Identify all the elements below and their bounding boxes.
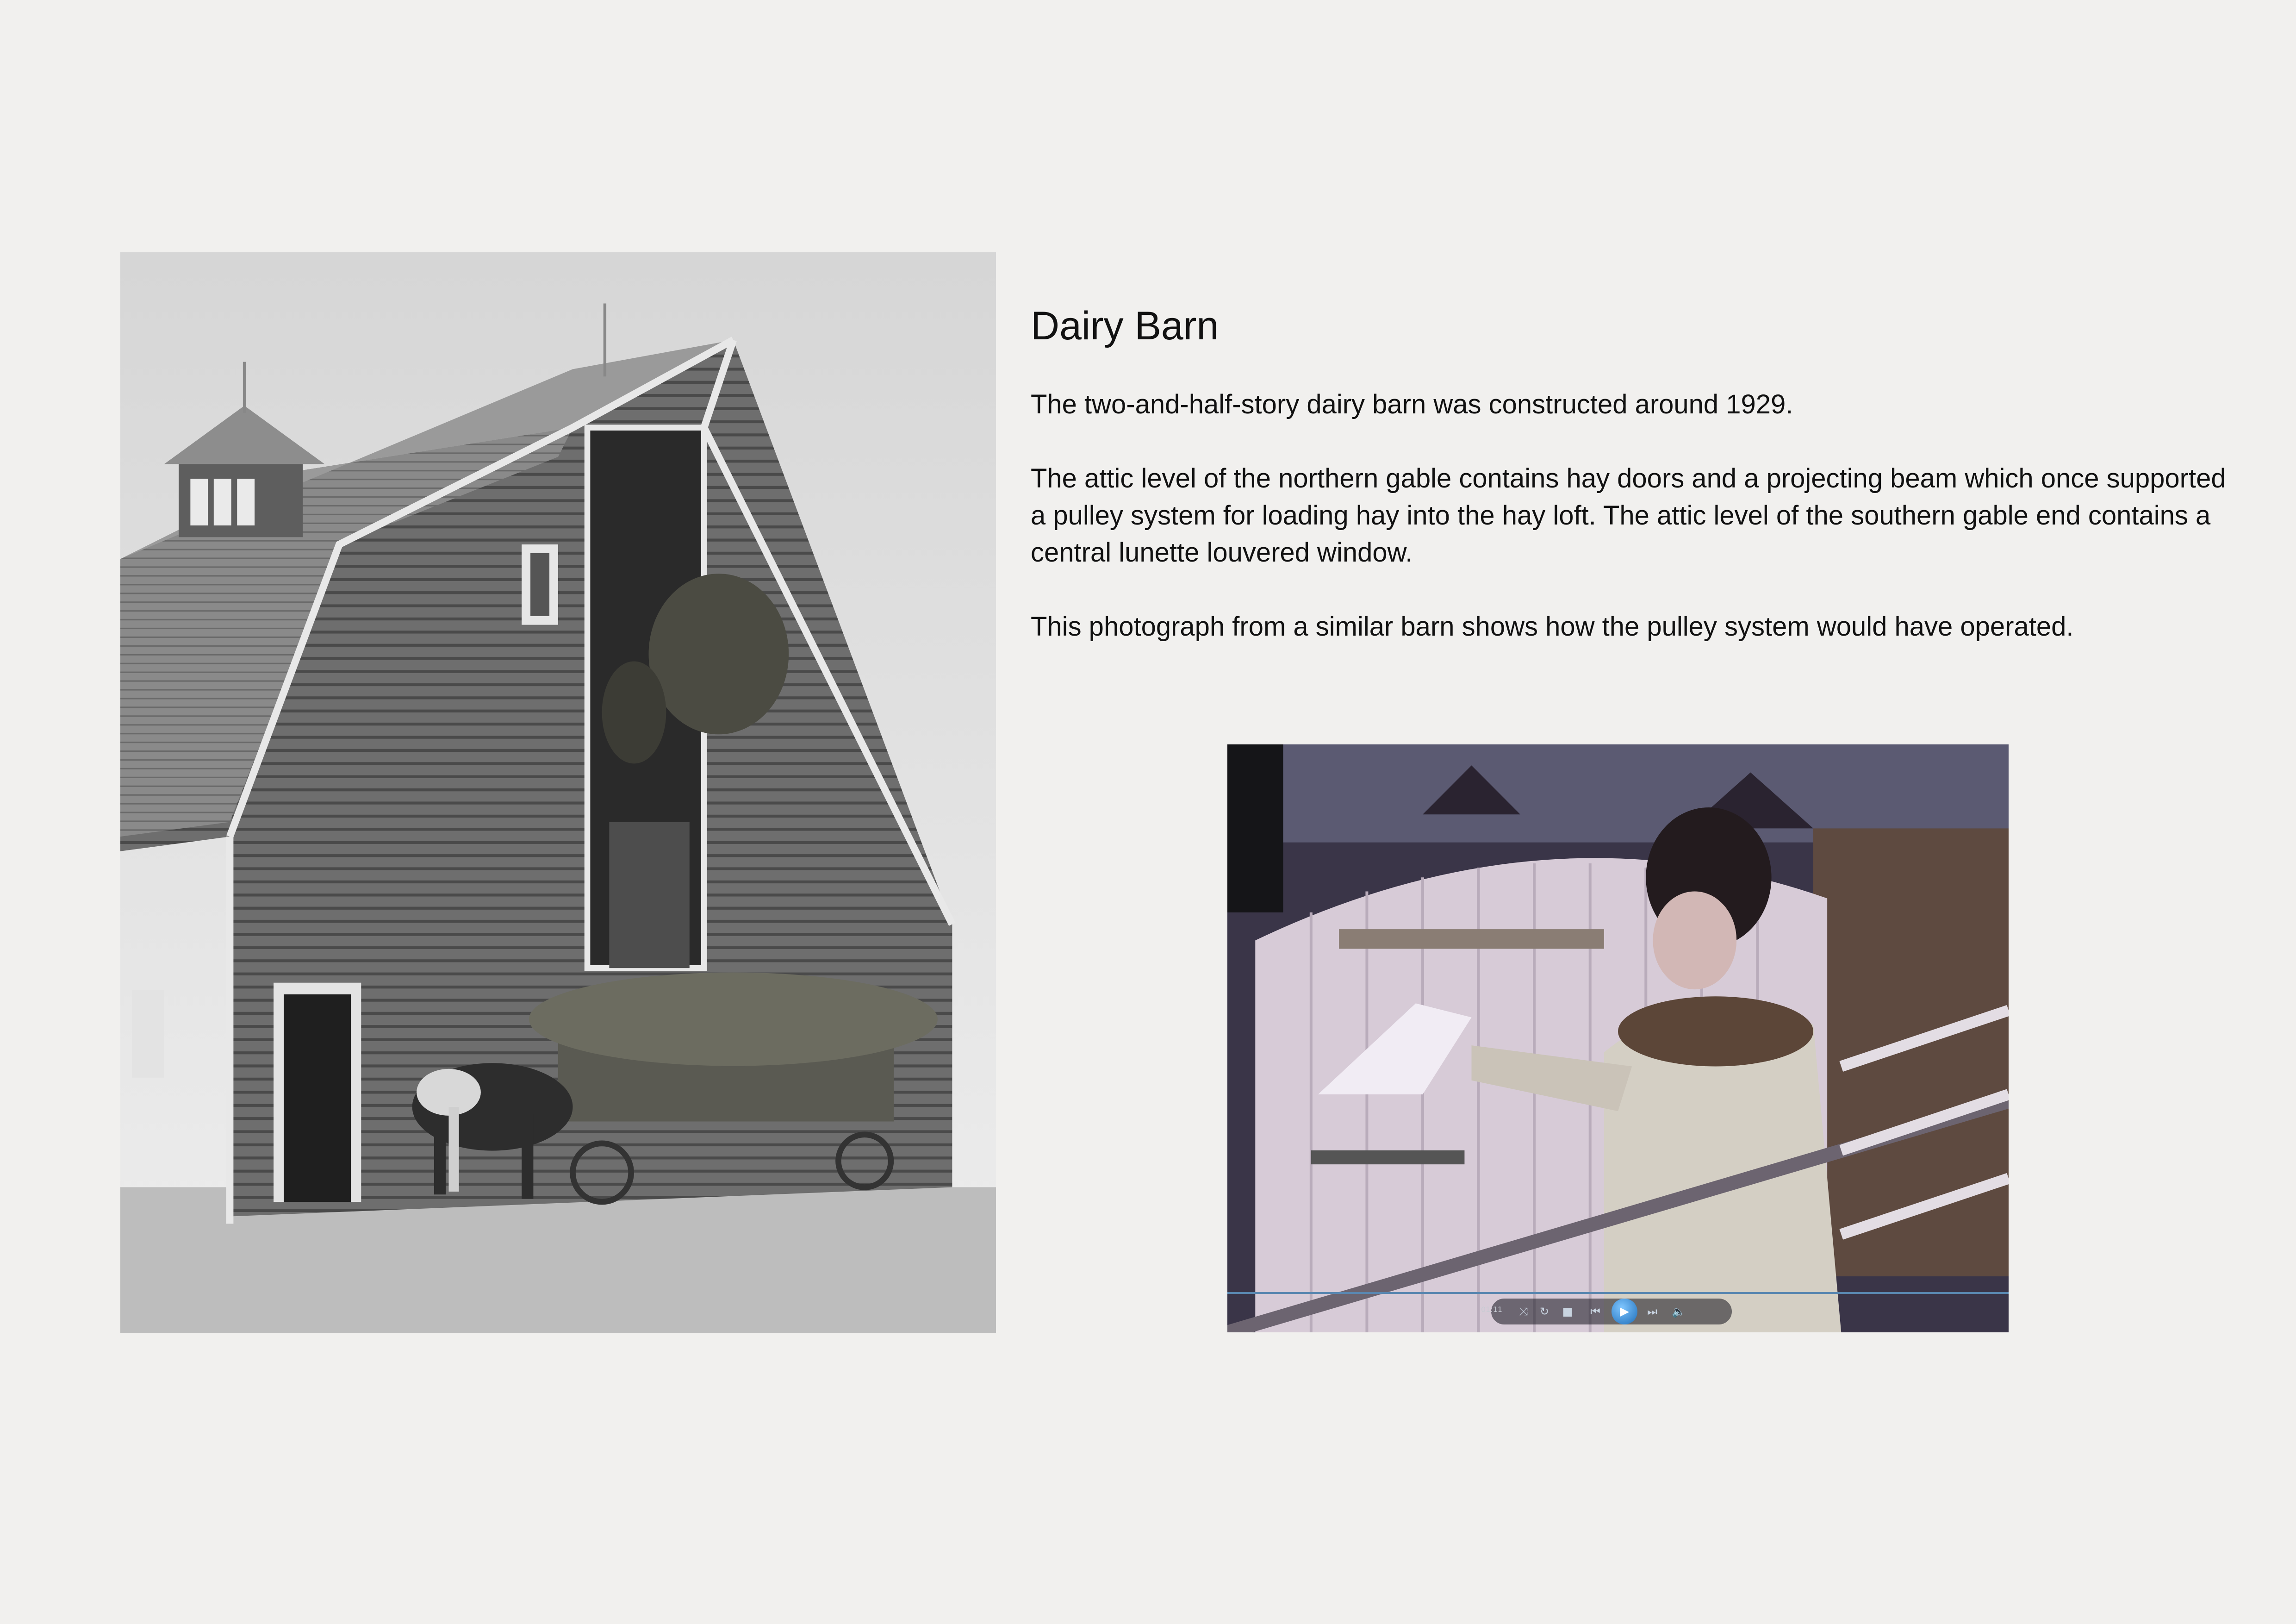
shuffle-icon[interactable]: ⤨ (1519, 1305, 1528, 1318)
previous-icon[interactable]: ⏮ (1590, 1305, 1600, 1318)
video-controls (1227, 1288, 2009, 1332)
stop-icon[interactable]: ■ (1562, 1305, 1573, 1318)
barn-photo-illustration (120, 252, 996, 1333)
video-player[interactable] (1227, 744, 2009, 1332)
barn-photograph (120, 252, 996, 1333)
elapsed-time: 01:11 (1481, 1305, 1503, 1314)
text-content (1031, 303, 2234, 682)
play-icon[interactable]: ▶ (1612, 1299, 1637, 1324)
seek-bar[interactable] (1227, 1292, 2009, 1294)
paragraph-construction: The two-and-half-story dairy barn was constructed around 1929. (1031, 389, 1793, 419)
video-still-frame (1227, 744, 2009, 1332)
paragraph-photo-caption: This photograph from a similar barn shows how the pulley system would have operated. (1031, 611, 2074, 642)
page-title: Dairy Barn (1031, 304, 1219, 348)
paragraph-attic-description: The attic level of the northern gable contains hay doors and a projecting beam which once supported a pulley system for loading hay into the hay loft. The attic level of the southern gable end contains a central lunette louvered window. (1031, 463, 2226, 568)
next-icon[interactable]: ⏭ (1647, 1305, 1657, 1318)
repeat-icon[interactable]: ↻ (1539, 1305, 1549, 1318)
volume-icon[interactable]: 🔈 (1672, 1305, 1686, 1318)
